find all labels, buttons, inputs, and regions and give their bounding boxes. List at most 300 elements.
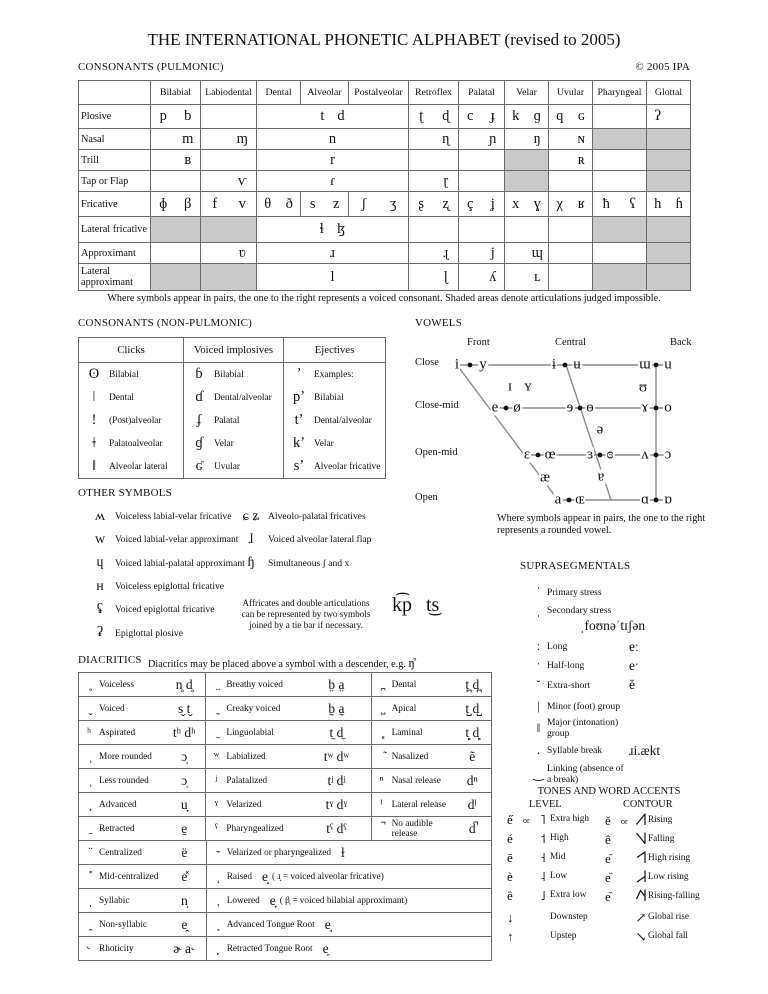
tone-or: or (621, 816, 628, 826)
diacritic-mark: ̝ (215, 869, 219, 883)
diacritics-intro-text: Diacritics may be placed above a symbol with a descender, e.g. (148, 659, 406, 670)
voiced-half (482, 109, 505, 124)
voiced-half (482, 197, 505, 212)
diacritic-mark: ̰ (214, 701, 218, 715)
diacritic-example: tʰ dʰ (172, 724, 196, 740)
ipa-symbol: ɣ (533, 195, 541, 212)
ipa-symbol: z (333, 195, 340, 212)
pulmonic-pair (647, 109, 690, 124)
ipa-symbol: ʡ (96, 625, 104, 641)
tone-letter: ↗ (635, 910, 647, 925)
diacritic-mark: ̞ (215, 893, 219, 907)
diacritic-label: Velarized (226, 799, 262, 810)
pulmonic-cell (201, 217, 257, 243)
pulmonic-cell (459, 129, 505, 150)
ipa-symbol: ɡ (533, 108, 541, 125)
vowel-symbol: ɑ (641, 491, 649, 508)
ipa-symbol: ɟ (490, 108, 496, 125)
tone-letter (634, 831, 648, 849)
ipa-symbol: sʼ (293, 458, 305, 474)
diacritic-group-a (79, 745, 205, 768)
pulmonic-pair (647, 197, 690, 212)
pulmonic-cell (593, 264, 647, 291)
diacritic-example: n̩ (180, 892, 188, 908)
voiced-half (482, 132, 505, 147)
voiced-half (379, 197, 409, 212)
nonpulmonic-cell (284, 432, 386, 455)
suprasegmental-label: Major (intonation) group (547, 717, 619, 739)
pulmonic-cell (257, 192, 301, 217)
pulmonic-cell (151, 243, 201, 264)
pulmonic-column-header: Labiodental (201, 81, 257, 105)
diacritic-example: dˡ (467, 796, 477, 812)
diacritic-mark: ˤ (214, 821, 218, 835)
tone-contour-item (605, 812, 711, 830)
diacritic-mark: ̙ (215, 941, 219, 955)
voiceless-half (549, 197, 571, 212)
suprasegmental-item (530, 675, 708, 695)
page-title: THE INTERNATIONAL PHONETIC ALPHABET (revised to 2005) (147, 30, 621, 49)
ipa-symbol: h (654, 195, 662, 212)
tone-example: e̋ (507, 812, 513, 827)
diacritic-label: Advanced (99, 799, 137, 810)
pulmonic-column-header: Dental (257, 81, 301, 105)
pulmonic-cell (593, 192, 647, 217)
tone-label: High rising (648, 853, 691, 864)
symbol-description: Simultaneous ʃ and x (268, 557, 350, 569)
nonpulmonic-cell (79, 409, 184, 432)
tone-contour-item (605, 888, 711, 906)
pulmonic-cell (459, 192, 505, 217)
pulmonic-row-label: Plosive (79, 105, 151, 129)
pulmonic-pair (201, 174, 256, 189)
tone-level-item (507, 812, 601, 828)
pulmonic-cell (409, 129, 459, 150)
diacritic-example: t̻ d̻ (465, 724, 480, 740)
pulmonic-column-header: Uvular (549, 81, 593, 105)
vowel-symbol: ɤ (641, 399, 649, 416)
pulmonic-cell (505, 217, 549, 243)
ipa-symbol: ʁ (577, 195, 585, 212)
diacritic-example: t̪ d̪ (465, 676, 480, 692)
voiced-half (620, 197, 647, 212)
tone-letter (634, 812, 648, 830)
ipa-symbol: ʋ (238, 244, 246, 261)
diacritic-example: d̚ (468, 820, 476, 836)
articulation-label: Bilabial (214, 369, 244, 380)
voiceless-half (549, 109, 571, 124)
vowels-heading: VOWELS (415, 317, 463, 329)
ipa-symbol: c (467, 108, 474, 125)
voiced-half (482, 270, 505, 285)
diacritic-example: e̞ (269, 892, 276, 908)
ipa-symbol: ǂ (92, 435, 96, 451)
pulmonic-cell (201, 264, 257, 291)
diacritic-group-c (371, 745, 491, 768)
pulmonic-cell (549, 105, 593, 129)
nonpulmonic-cell (184, 432, 284, 455)
pulmonic-cell (647, 105, 691, 129)
pulmonic-pair (505, 246, 548, 261)
pulmonic-cell (257, 243, 409, 264)
ipa-symbol: w (94, 531, 106, 547)
tone-contour-item (605, 910, 711, 926)
ipa-symbol: ʜ (96, 578, 104, 594)
ipa-symbol: ɦ (675, 195, 683, 212)
suprasegmental-label: Minor (foot) group (547, 700, 621, 712)
voiced-half (279, 197, 301, 212)
diacritic-example: dⁿ (466, 772, 478, 788)
pulmonic-cell (151, 129, 201, 150)
pulmonic-row (79, 243, 691, 264)
vowel-symbol: ɨ (551, 356, 557, 373)
ipa-symbol: pʼ (292, 389, 306, 405)
pulmonic-cell (201, 171, 257, 192)
diacritic-example: ɔ̜ (181, 772, 188, 788)
high-rising-tone-letter-icon (635, 850, 647, 864)
other-symbol-item (234, 552, 469, 575)
tone-label: Low rising (648, 872, 689, 883)
pulmonic-pair (459, 197, 504, 212)
pulmonic-column-header: Bilabial (151, 81, 201, 105)
voiced-half (434, 246, 459, 261)
suprasegmental-label: Secondary stress (547, 604, 612, 616)
diacritic-mark: ˞ (86, 941, 92, 955)
pulmonic-merged-pair (257, 246, 408, 261)
symbol-description: Voiced alveolar lateral flap (268, 534, 372, 546)
vowel-symbol: ɶ (575, 491, 585, 508)
diacritic-label: Palatalized (226, 775, 268, 786)
nonpulmonic-cell (79, 432, 184, 455)
diacritic-label: Advanced Tongue Root (226, 919, 315, 930)
suprasegmental-mark: ˑ (536, 658, 541, 672)
diacritics-row (79, 792, 491, 816)
pulmonic-cell (593, 217, 647, 243)
diacritic-label: More rounded (99, 751, 152, 762)
voiced-half (176, 197, 201, 212)
diacritics-row (79, 720, 491, 744)
diacritic-example: ẽ (469, 748, 476, 764)
diacritic-example: u̟ (180, 796, 188, 812)
diacritics-intro-example: ŋ̊ (408, 655, 415, 670)
vowel-symbol: ɜ (586, 446, 594, 463)
tone-example: e᷅ (605, 870, 611, 885)
pulmonic-row-label: Trill (79, 150, 151, 171)
voiceless-half (593, 197, 620, 212)
ipa-symbol: tʼ (294, 412, 304, 428)
pulmonic-pair (257, 197, 300, 212)
pulmonic-cell (257, 264, 409, 291)
diacritic-mark: ̟ (87, 797, 91, 811)
ipa-symbol: ɖ (442, 108, 450, 125)
tone-or: or (523, 815, 530, 825)
pulmonic-pair (349, 197, 408, 212)
ipa-symbol: f (212, 195, 218, 212)
ipa-symbol: θ (264, 195, 272, 212)
ipa-symbol: ð (285, 195, 293, 212)
pulmonic-cell (257, 171, 409, 192)
pulmonic-cell (409, 192, 459, 217)
suprasegmental-label: Long (547, 641, 568, 652)
tone-contour-item (605, 869, 711, 887)
voiced-half (434, 270, 459, 285)
tie-bar-example: k͡p (392, 594, 412, 616)
pulmonic-pair (409, 270, 458, 285)
vowel-row-label: Close-mid (415, 400, 459, 411)
suprasegmental-sample: ɹi.ækt (629, 742, 661, 758)
diacritic-group-a (79, 865, 206, 888)
pulmonic-row (79, 264, 691, 291)
tone-label: Low (550, 871, 568, 882)
ipa-symbol: ǀ (92, 389, 96, 405)
pulmonic-column-header: Alveolar (301, 81, 349, 105)
pulmonic-pair (201, 197, 256, 212)
diacritics-row (79, 864, 491, 888)
pulmonic-cell (647, 217, 691, 243)
pulmonic-cell (257, 105, 409, 129)
articulation-label: (Post)alveolar (109, 415, 162, 426)
nonpulmonic-cell (79, 386, 184, 409)
diacritic-group-b (205, 697, 370, 720)
diacritic-example: tˠ dˠ (325, 796, 348, 812)
tone-example: ě (605, 813, 611, 828)
vowel-row-label: Close (415, 357, 439, 368)
pulmonic-pair (549, 197, 592, 212)
pulmonic-cell (505, 150, 549, 171)
pulmonic-cell (409, 243, 459, 264)
articulation-label: Examples: (314, 369, 354, 380)
voiced-half (527, 246, 549, 261)
diacritic-label: Linguolabial (226, 727, 274, 738)
pulmonic-cell (549, 129, 593, 150)
diacritic-label: Retracted (99, 823, 135, 834)
pulmonic-row (79, 192, 691, 217)
diacritic-label: Creaky voiced (226, 703, 281, 714)
pulmonic-column-header: Glottal (647, 81, 691, 105)
diacritic-mark: ̜ (87, 773, 91, 787)
articulation-label: Palatal (214, 415, 240, 426)
ipa-symbol: ʄ (196, 412, 202, 428)
ipa-symbol: kʼ (292, 435, 306, 451)
diacritic-label: Voiced (99, 703, 125, 714)
nonpulmonic-cell (284, 455, 386, 479)
pulmonic-merged-pair (257, 222, 408, 237)
ipa-symbol: ʔ (654, 108, 661, 125)
pulmonic-row (79, 150, 691, 171)
pulmonic-cell (409, 264, 459, 291)
nonpulmonic-row (79, 409, 386, 432)
diacritic-label: Apical (391, 703, 417, 714)
tone-label: Mid (550, 852, 566, 863)
tone-label: Downstep (550, 912, 588, 923)
diacritic-label: Non-syllabic (99, 919, 148, 930)
pulmonic-consonants-table (78, 80, 691, 291)
diacritic-group-a (79, 817, 205, 840)
ipa-symbol: ʙ (184, 151, 192, 168)
voiced-half (571, 109, 593, 124)
suprasegmental-sample: eː (629, 638, 639, 654)
diacritic-group-span (206, 865, 491, 888)
diacritic-mark: ̼ (214, 725, 218, 739)
pulmonic-cell (593, 243, 647, 264)
pulmonic-cell (505, 243, 549, 264)
suprasegmental-label: Linking (absence of a break) (547, 762, 624, 785)
ipa-symbol: ʟ (534, 268, 541, 285)
falling-tone-letter-icon (635, 831, 647, 845)
articulation-label: Bilabial (314, 392, 344, 403)
nonpulmonic-cell (79, 363, 184, 387)
suprasegmental-label: Half-long (547, 660, 585, 671)
articulation-label: Dental/alveolar (314, 415, 372, 426)
voiced-half (229, 246, 257, 261)
diacritic-group-b (205, 793, 370, 816)
pulmonic-pair (409, 132, 458, 147)
diacritic-label: Nasalized (391, 751, 429, 762)
voiced-half (434, 109, 459, 124)
pulmonic-cell (151, 171, 201, 192)
diacritic-example: tʲ dʲ (327, 772, 346, 788)
pulmonic-pair (459, 246, 504, 261)
pulmonic-cell (201, 150, 257, 171)
pulmonic-pair (201, 246, 256, 261)
ipa-symbol: ɕ ʑ (242, 508, 260, 524)
nonpulmonic-cell (284, 409, 386, 432)
pulmonic-pair (459, 109, 504, 124)
suprasegmental-mark: ˌ (536, 602, 541, 617)
articulation-label: Velar (214, 438, 234, 449)
pulmonic-cell (549, 217, 593, 243)
tones-contour-heading: CONTOUR (623, 799, 673, 810)
ipa-symbol: ʎ (489, 268, 497, 285)
tone-letter (634, 888, 648, 906)
pulmonic-row-label: Lateral fricative (79, 217, 151, 243)
voiced-half (527, 197, 549, 212)
suprasegmental-mark: ‿ (533, 766, 544, 781)
diacritics-table (78, 672, 492, 961)
pulmonic-pair (151, 109, 200, 124)
other-symbols-heading: OTHER SYMBOLS (78, 487, 172, 499)
vowel-symbol: ʉ (573, 356, 581, 373)
ipa-symbol: ʃ (361, 195, 367, 212)
tone-letter: ˩ (540, 888, 546, 903)
affricates-note: Affricates and double articulations can be represented by two symbols joined by a tie bar if necessary. (241, 598, 371, 630)
diacritic-label: Voiceless (99, 679, 134, 690)
ipa-symbol: ɱ (236, 130, 248, 147)
symbol-description: Voiced labial-velar approximant (115, 534, 239, 546)
pulmonic-pair (505, 197, 548, 212)
ipa-symbol: ʼ (296, 366, 302, 382)
tones-section (505, 786, 713, 956)
diacritic-mark: ̤ (214, 677, 218, 691)
pulmonic-cell (349, 192, 409, 217)
tone-letter (634, 869, 648, 887)
nonpulmonic-cell (184, 363, 284, 387)
diacritic-example: ɚ a˞ (173, 940, 196, 956)
tone-letter: ˥ (540, 812, 546, 827)
ipa-symbol: ʕ (629, 195, 636, 212)
pulmonic-cell (647, 129, 691, 150)
voiceless-half (459, 109, 482, 124)
diacritic-example: e̙ (322, 940, 329, 956)
low-rising-tone-letter-icon (635, 869, 647, 883)
tones-level-heading: LEVEL (529, 799, 562, 810)
diacritic-mark: ̽ (87, 869, 91, 883)
pulmonic-cell (459, 171, 505, 192)
diacritic-group-a (79, 913, 206, 936)
diacritics-row (79, 936, 491, 960)
tone-label: Upstep (550, 931, 577, 942)
tone-letter: ˧ (540, 850, 546, 865)
ipa-symbol: ʍ (94, 508, 106, 524)
diacritic-label: Centralized (99, 847, 142, 858)
diacritic-group-a (79, 697, 205, 720)
pulmonic-column-header: Pharyngeal (593, 81, 647, 105)
diacritic-label: Velarized or pharyngealized (226, 847, 331, 858)
diacritic-group-b (205, 721, 370, 744)
pulmonic-cell (257, 129, 409, 150)
voiced-half (571, 197, 593, 212)
diacritic-example: b̤ a̤ (328, 676, 345, 692)
vowel-symbol: ʌ (641, 446, 649, 463)
pulmonic-row (79, 105, 691, 129)
suprasegmental-item (530, 602, 708, 618)
nonpulmonic-header-row (79, 338, 386, 363)
voiced-half (527, 109, 549, 124)
articulation-label: Dental (109, 392, 134, 403)
tone-letter: ˦ (540, 831, 546, 846)
ipa-symbol: ɳ (442, 130, 450, 147)
tone-level-item (507, 869, 601, 885)
pulmonic-pair (151, 153, 200, 168)
diacritic-mark: ̥ (87, 677, 91, 691)
diacritic-group-a (79, 793, 205, 816)
ipa-symbol: v (238, 195, 246, 212)
diacritic-group-c (371, 721, 491, 744)
pulmonic-merged-pair (257, 153, 408, 168)
rising-tone-letter-icon (635, 812, 647, 826)
tone-label: Rising (648, 815, 673, 826)
pulmonic-pair (151, 197, 200, 212)
nonpulmonic-cell (79, 455, 184, 479)
ipa-symbol: ɰ (531, 244, 543, 261)
diacritic-group-span (206, 937, 491, 960)
diacritic-mark: ̬ (87, 701, 91, 715)
symbol-description: Voiced epiglottal fricative (115, 604, 215, 616)
tone-letter (634, 850, 648, 868)
diacritic-group-c (371, 769, 491, 792)
diacritics-row (79, 673, 491, 696)
ipa-symbol: ɬ (319, 221, 324, 238)
diacritic-mark: ̘ (215, 917, 219, 931)
ipa-symbol: s (309, 195, 316, 212)
vowel-row-label: Open (415, 492, 438, 503)
voiced-half (176, 132, 201, 147)
diacritics-row (79, 840, 491, 864)
vowel-symbol: o (664, 399, 672, 416)
nonpulmonic-column-header: Ejectives (284, 338, 386, 363)
vowel-symbol: ø (513, 399, 521, 416)
tone-example: è (507, 869, 513, 884)
nonpulmonic-cell (284, 363, 386, 387)
ipa-symbol: ǃ (91, 412, 97, 428)
tone-example: ↓ (507, 910, 514, 925)
vowel-symbol: u (664, 356, 672, 373)
ipa-symbol: ɻ (443, 244, 449, 261)
tone-level-item (507, 929, 601, 945)
pulmonic-pair (549, 153, 592, 168)
vowel-symbol: ɒ (664, 491, 672, 508)
voiced-half (176, 153, 201, 168)
